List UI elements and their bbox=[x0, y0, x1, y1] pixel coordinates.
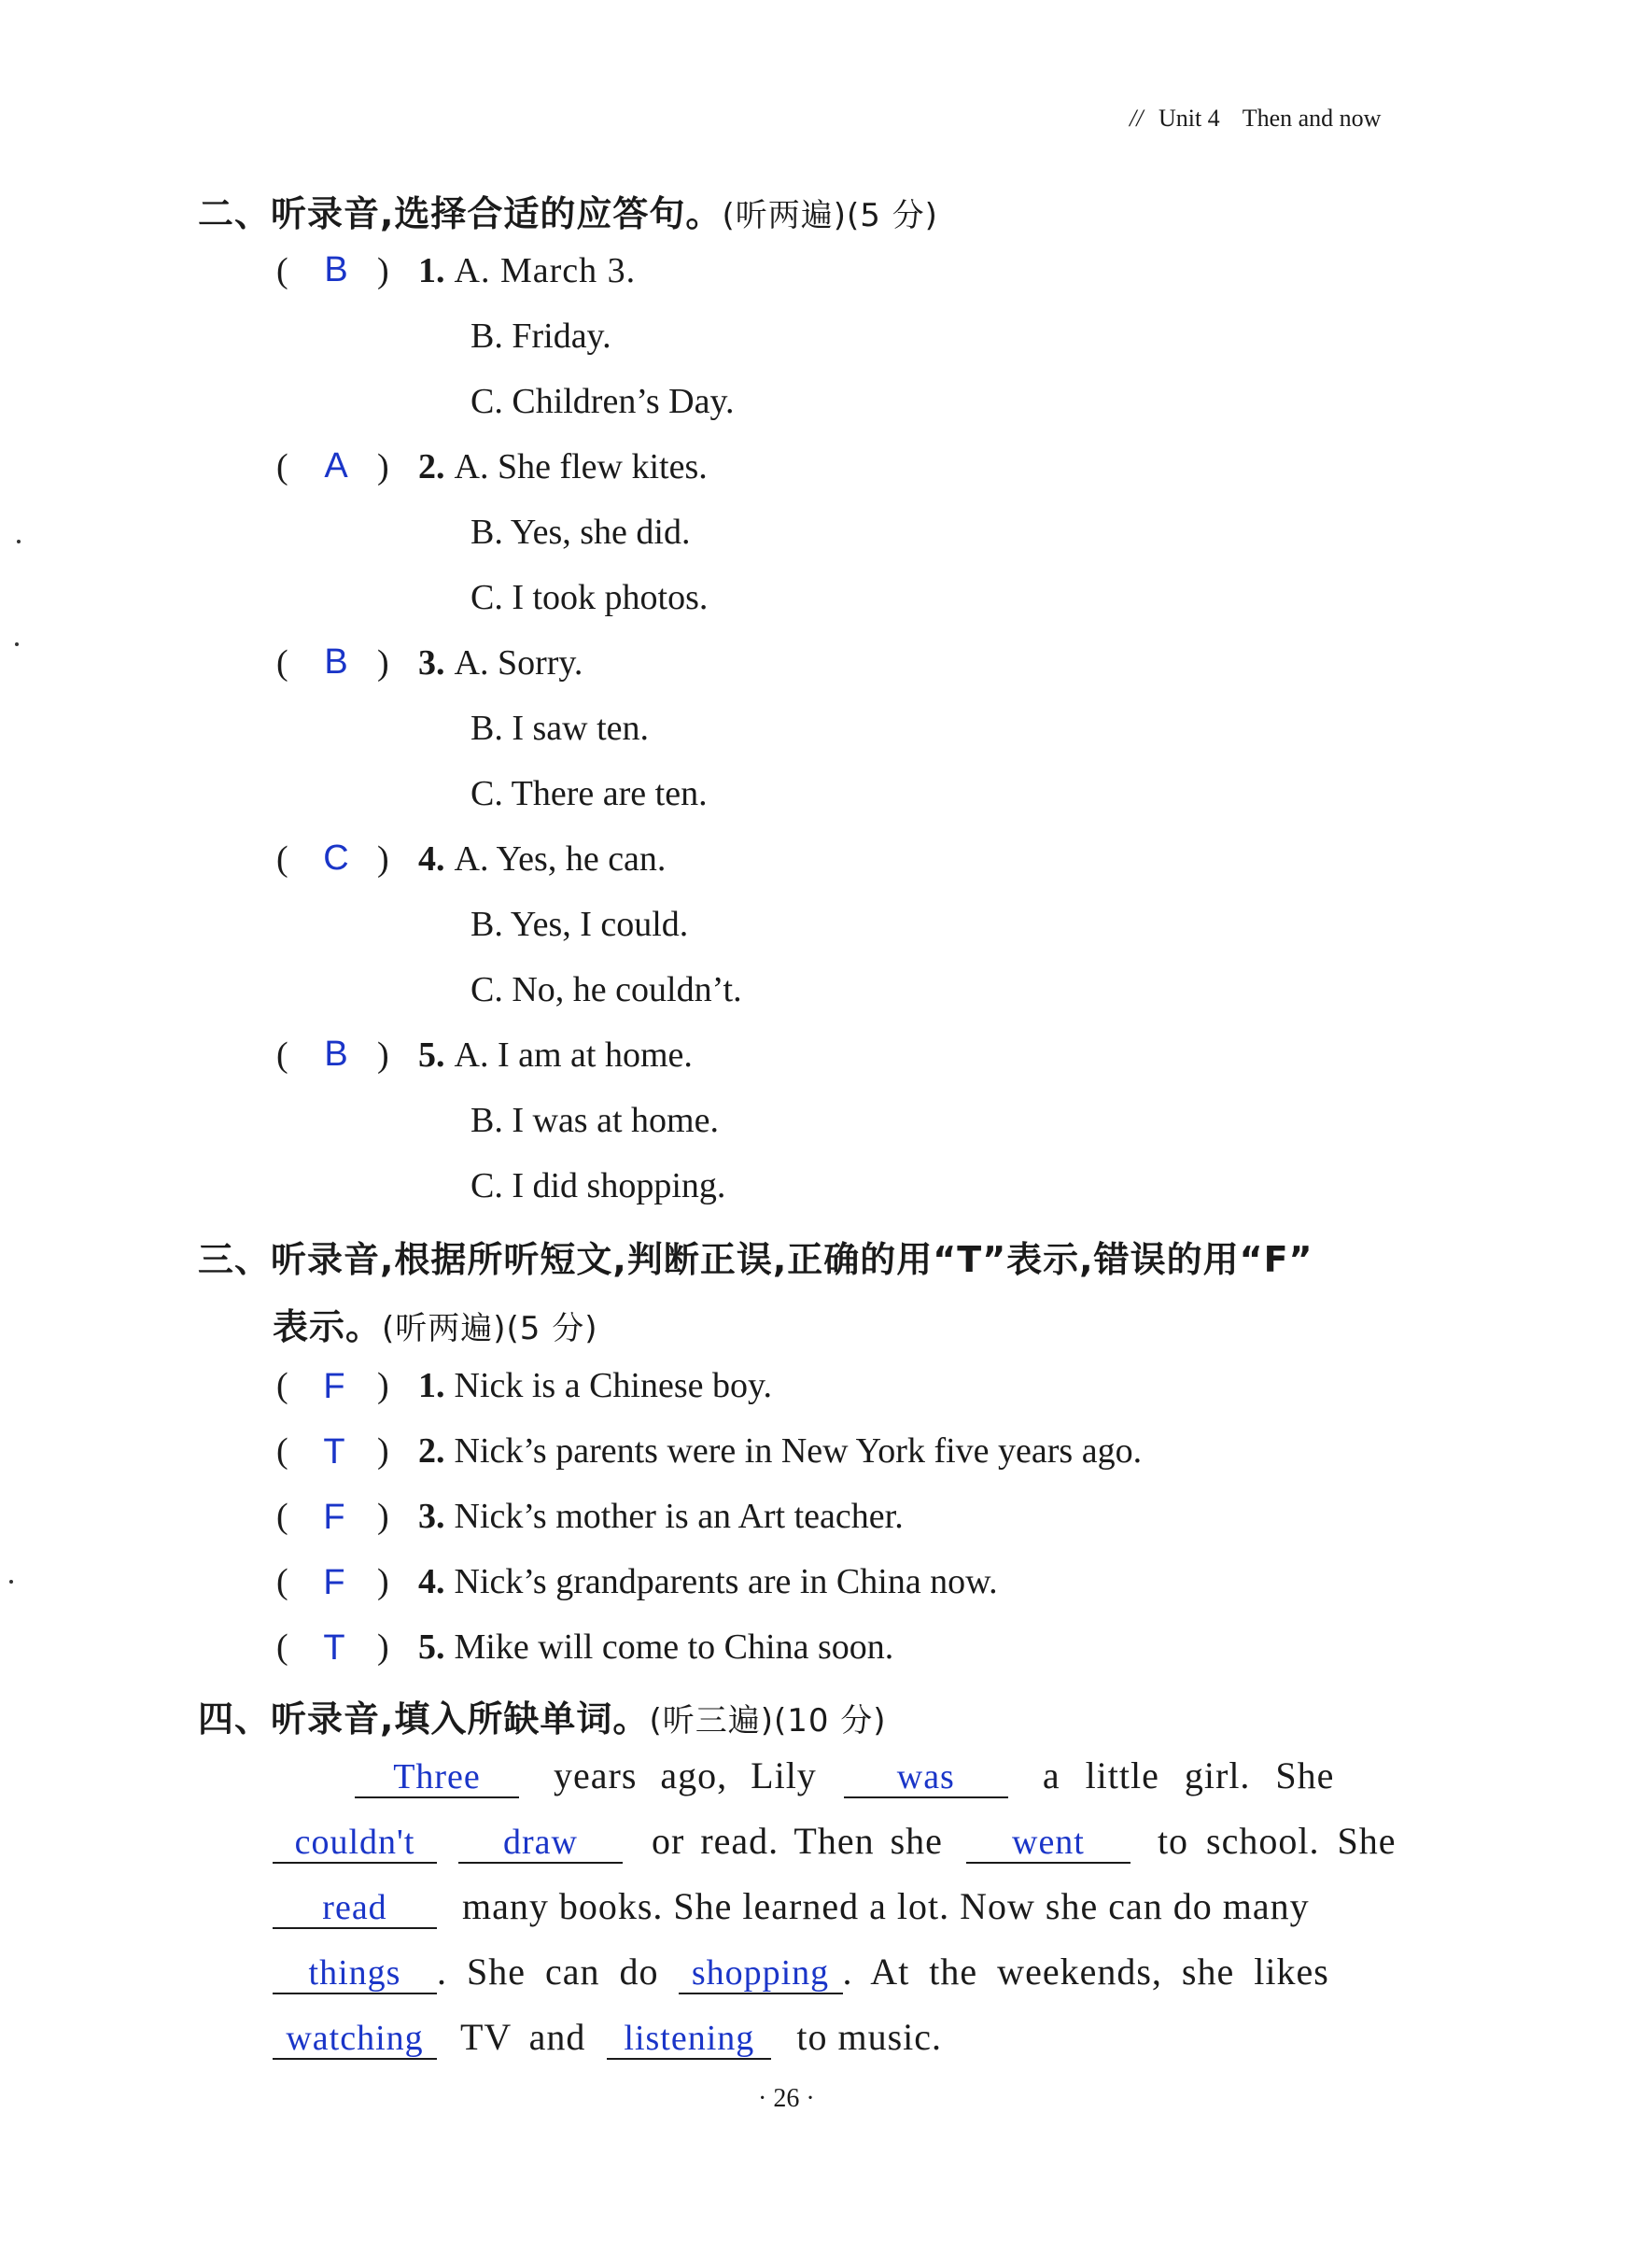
header-unit: Unit 4 bbox=[1158, 105, 1220, 132]
s2-q3-num: 3. bbox=[418, 643, 445, 683]
answer-s2-q1: B bbox=[324, 250, 348, 289]
answer-s3-q1: F bbox=[323, 1367, 345, 1406]
cloze-text: to school. She bbox=[1157, 1820, 1397, 1862]
s2-q3-option-c: C. There are ten. bbox=[470, 774, 708, 813]
section4-title bbox=[198, 1690, 887, 1741]
paren-right: ) bbox=[377, 1035, 389, 1075]
s2-q4-num: 4. bbox=[418, 839, 445, 879]
section2-title bbox=[198, 185, 938, 236]
s2-q1-num: 1. bbox=[418, 251, 445, 290]
s2-q2-option-c: C. I took photos. bbox=[470, 578, 709, 617]
s3-item-1 bbox=[418, 1365, 772, 1406]
s3-q2-num: 2. bbox=[418, 1431, 445, 1471]
cloze-text: or read. Then she bbox=[652, 1820, 943, 1862]
section3-title-line2 bbox=[273, 1298, 598, 1349]
s2-q3-option-b: B. I saw ten. bbox=[470, 709, 650, 748]
cloze-text: . At the weekends, she likes bbox=[842, 1951, 1329, 1993]
header-mark: // bbox=[1130, 105, 1144, 132]
blank-2: was bbox=[844, 1757, 1008, 1798]
cloze-text: many books. She learned a lot. Now she can do many bbox=[462, 1885, 1310, 1927]
answer-s3-q4: F bbox=[323, 1563, 345, 1602]
paren-left: ( bbox=[276, 1366, 288, 1405]
s3-q3-num: 3. bbox=[418, 1497, 445, 1536]
blank-5: went bbox=[966, 1823, 1130, 1864]
paren-left: ( bbox=[276, 1497, 288, 1536]
s2-q4-option-a bbox=[418, 838, 666, 880]
s3-item-5 bbox=[418, 1627, 893, 1668]
paren-right: ) bbox=[377, 839, 389, 879]
statement-text: Mike will come to China soon. bbox=[454, 1627, 894, 1667]
blank-4: draw bbox=[458, 1823, 623, 1864]
option-text: A. Sorry. bbox=[454, 643, 583, 683]
s3-q4-num: 4. bbox=[418, 1562, 445, 1601]
s2-q4-option-c: C. No, he couldn’t. bbox=[470, 970, 742, 1009]
answer-s3-q2: T bbox=[323, 1432, 345, 1472]
s3-item-3 bbox=[418, 1496, 904, 1537]
s2-q1-option-c: C. Children’s Day. bbox=[470, 382, 735, 421]
cloze-line-3 bbox=[273, 1884, 1310, 1929]
section3-note: (听两遍)(5 分) bbox=[382, 1310, 598, 1347]
cloze-text: . She can do bbox=[437, 1951, 659, 1993]
s2-q4-option-b: B. Yes, I could. bbox=[470, 905, 689, 944]
s2-q5-option-c: C. I did shopping. bbox=[470, 1166, 726, 1205]
s2-q1-option-a bbox=[418, 250, 636, 291]
blank-3: couldn't bbox=[273, 1823, 437, 1864]
s3-q1-num: 1. bbox=[418, 1366, 445, 1405]
s2-q5-num: 5. bbox=[418, 1035, 445, 1075]
answer-s2-q4: C bbox=[323, 838, 349, 878]
s2-q1-option-b: B. Friday. bbox=[470, 317, 611, 356]
cloze-line-1 bbox=[355, 1754, 1334, 1798]
answer-s3-q5: T bbox=[323, 1628, 345, 1668]
cloze-line-2 bbox=[273, 1819, 1396, 1864]
cloze-text: TV and bbox=[460, 2016, 586, 2058]
s3-q5-num: 5. bbox=[418, 1627, 445, 1667]
statement-text: Nick’s parents were in New York five years ago. bbox=[454, 1431, 1143, 1471]
cloze-text: to music. bbox=[796, 2016, 943, 2058]
statement-text: Nick is a Chinese boy. bbox=[454, 1366, 773, 1405]
option-text: A. I am at home. bbox=[454, 1035, 693, 1075]
statement-text: Nick’s mother is an Art teacher. bbox=[454, 1497, 904, 1536]
cloze-line-5 bbox=[273, 2015, 942, 2060]
s3-item-2 bbox=[418, 1430, 1142, 1472]
section3-title: 三、听录音,根据所听短文,判断正误,正确的用“T”表示,错误的用“F” bbox=[198, 1239, 1313, 1280]
paren-right: ) bbox=[377, 447, 389, 486]
blank-8: shopping bbox=[679, 1953, 843, 1994]
statement-text: Nick’s grandparents are in China now. bbox=[454, 1562, 998, 1601]
paren-left: ( bbox=[276, 1035, 288, 1075]
paren-left: ( bbox=[276, 643, 288, 683]
section2-note: (听两遍)(5 分) bbox=[722, 197, 938, 234]
paren-left: ( bbox=[276, 1562, 288, 1601]
answer-s2-q5: B bbox=[324, 1035, 348, 1074]
s2-q3-option-a bbox=[418, 642, 583, 683]
paren-left: ( bbox=[276, 251, 288, 290]
scan-speck bbox=[15, 642, 19, 646]
section2-title-text: 二、听录音,选择合适的应答句。 bbox=[198, 193, 723, 234]
blank-7: things bbox=[273, 1953, 437, 1994]
header-title: Then and now bbox=[1242, 105, 1382, 132]
paren-left: ( bbox=[276, 839, 288, 879]
paren-right: ) bbox=[377, 1627, 389, 1667]
answer-s2-q2: A bbox=[324, 446, 348, 486]
paren-left: ( bbox=[276, 1431, 288, 1471]
blank-1: Three bbox=[355, 1757, 519, 1798]
s2-q5-option-a bbox=[418, 1035, 693, 1076]
page-number: · 26 · bbox=[758, 2084, 815, 2113]
page-header bbox=[1130, 105, 1381, 133]
paren-right: ) bbox=[377, 1562, 389, 1601]
scan-speck bbox=[17, 540, 21, 543]
blank-9: watching bbox=[273, 2019, 437, 2060]
paren-right: ) bbox=[377, 1431, 389, 1471]
option-text: A. Yes, he can. bbox=[454, 839, 667, 879]
scan-speck bbox=[9, 1580, 13, 1584]
blank-6: read bbox=[273, 1888, 437, 1929]
option-text: A. March 3. bbox=[454, 251, 637, 290]
s3-item-4 bbox=[418, 1561, 998, 1602]
paren-left: ( bbox=[276, 1627, 288, 1667]
s2-q2-option-a bbox=[418, 446, 708, 487]
section4-note: (听三遍)(10 分) bbox=[649, 1702, 887, 1740]
answer-s2-q3: B bbox=[324, 642, 348, 682]
paren-right: ) bbox=[377, 251, 389, 290]
blank-10: listening bbox=[607, 2019, 771, 2060]
paren-right: ) bbox=[377, 643, 389, 683]
s2-q2-num: 2. bbox=[418, 447, 445, 486]
cloze-text: a little girl. She bbox=[1042, 1754, 1335, 1796]
paren-right: ) bbox=[377, 1497, 389, 1536]
cloze-text: years ago, Lily bbox=[554, 1754, 817, 1796]
paren-left: ( bbox=[276, 447, 288, 486]
section3-title2: 表示。 bbox=[273, 1306, 383, 1347]
s2-q5-option-b: B. I was at home. bbox=[470, 1101, 719, 1140]
paren-right: ) bbox=[377, 1366, 389, 1405]
option-text: A. She flew kites. bbox=[454, 447, 708, 486]
cloze-line-4 bbox=[273, 1950, 1329, 1994]
s2-q2-option-b: B. Yes, she did. bbox=[470, 513, 691, 552]
section4-title-text: 四、听录音,填入所缺单词。 bbox=[198, 1698, 650, 1740]
answer-s3-q3: F bbox=[323, 1498, 345, 1537]
